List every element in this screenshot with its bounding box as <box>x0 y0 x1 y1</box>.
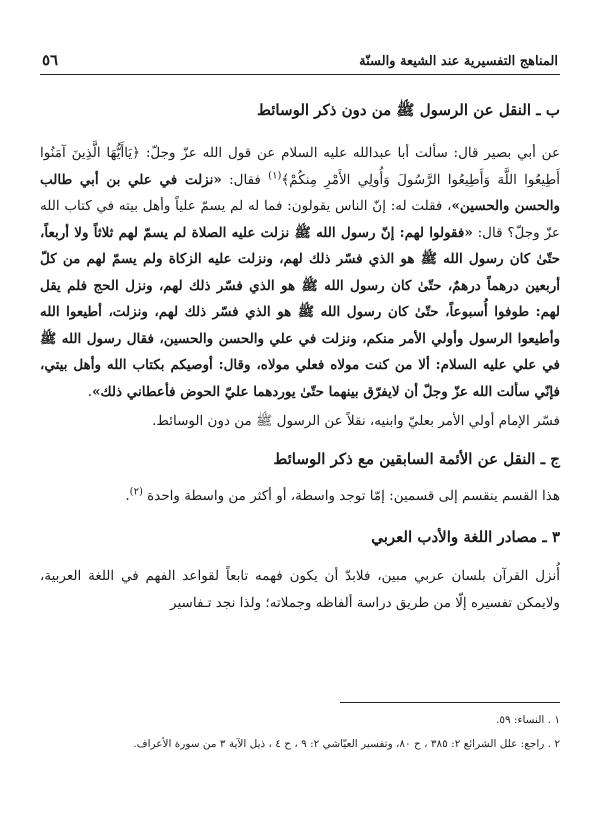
hadith-paragraph <box>40 140 560 405</box>
footnote-divider <box>340 702 560 703</box>
section-3-heading: ٣ ـ مصادر اللغة والأدب العربي <box>371 528 560 546</box>
page-number: ٥٦ <box>42 51 59 69</box>
division-end-dot: . <box>125 487 130 504</box>
language-paragraph: أُنزل القرآن بلسان عربي مبين، فلابدّ أن يكون فهمه تابعاً لقواعد الفهم في اللغة العربية، ولايمكن تفسيره إلّا من طريق دراسة ألفاظه وجملاته؛ ولذا نجد تـفاسير <box>40 568 560 611</box>
section-j-heading: ج ـ النقل عن الأئمة السابقين مع ذكر الوسائط <box>273 449 560 468</box>
division-text: هذا القسم ينقسم إلى قسمين: إمّا توجد واسطة، أو أكثر من واسطة واحدة <box>147 487 560 504</box>
question-text: ، فقلت له: إنّ الناس يقولون: فما له لم يسمّ علياً وأهل بيته في كتاب الله عزّ وجلّ؟ قال: <box>40 198 560 241</box>
footnote-2: ٢ . راجع: علل الشرائع ٢: ٣٨٥ ، ح ٨٠، وتفسير العيّاشي ٢: ٩ ، ح ٤ ، ذيل الآية ٣ من سورة الأعراف. <box>133 738 560 750</box>
division-paragraph <box>40 483 560 510</box>
footnote-1: ١ . النساء: ٥٩. <box>496 714 560 726</box>
answer-2: «فقولوا لهم: إنّ رسول الله ﷺ نزلت عليه الصلاة لم يسمّ لهم ثلاثاً ولا أربعاً، حتّىٰ كان رسول الله ﷺ هو الذي فسّر ذلك لهم، ونزلت عليه الزكاة ولم يسمّ لهم من كلّ أربعين درهماً درهمٌ، حتّىٰ كان رسول الله ﷺ هو الذي فسّر ذلك لهم، ونزل الحج فلم يقل لهم: طوفوا أُسبوعاً، حتّىٰ كان رسول الله ﷺ هو الذي فسّر ذلك لهم، ونزلت، أطيعوا الله وأطيعوا الرسول وأولي الأمر منكم، ونزلت في علي والحسن والحسين، فقال رسول الله ﷺ في علي عليه السلام: ألا من كنت مولاه فعلي مولاه، وقال: أوصيكم بكتاب الله وأهل بيتي، فإنّي سألت الله عزّ وجلّ أن لايفرّق بينهما حتّىٰ يوردهما عليّ الحوض فأعطاني ذلك» <box>40 224 560 400</box>
hadith-intro: عن أبي بصير قال: سألت أبا عبدالله عليه السلام عن قول الله عزّ وجلّ: <box>140 145 560 161</box>
said-text: فقال: <box>221 171 269 188</box>
footnotes <box>40 708 560 756</box>
footnote-ref-2[interactable]: (٢) <box>129 486 143 497</box>
running-title: المناهج التفسيرية عند الشيعة والسنّة <box>359 54 558 69</box>
section-b-heading: ب ـ النقل عن الرسول ﷺ من دون ذكر الوسائط <box>257 101 560 119</box>
answer-1: «نزلت في علي بن أبي طالب والحسن والحسين» <box>40 171 560 214</box>
quran-verse: ﴿يَاأَيُّهَا الَّذِينَ آمَنُوا أَطِيعُوا اللَّهَ وَأَطِيعُوا الرَّسُولَ وَأُولِي الأَمْرِ مِنكُمْ﴾ <box>40 145 560 188</box>
page-header <box>40 50 560 75</box>
hadith-end-dot: . <box>87 383 93 400</box>
main-content <box>40 96 560 616</box>
footnote-ref-1[interactable]: (١) <box>268 170 282 181</box>
summary-paragraph: فسّر الإمام أولي الأمر بعليّ وابنيه، نقلاً عن الرسول ﷺ من دون الوسائط. <box>152 413 560 429</box>
